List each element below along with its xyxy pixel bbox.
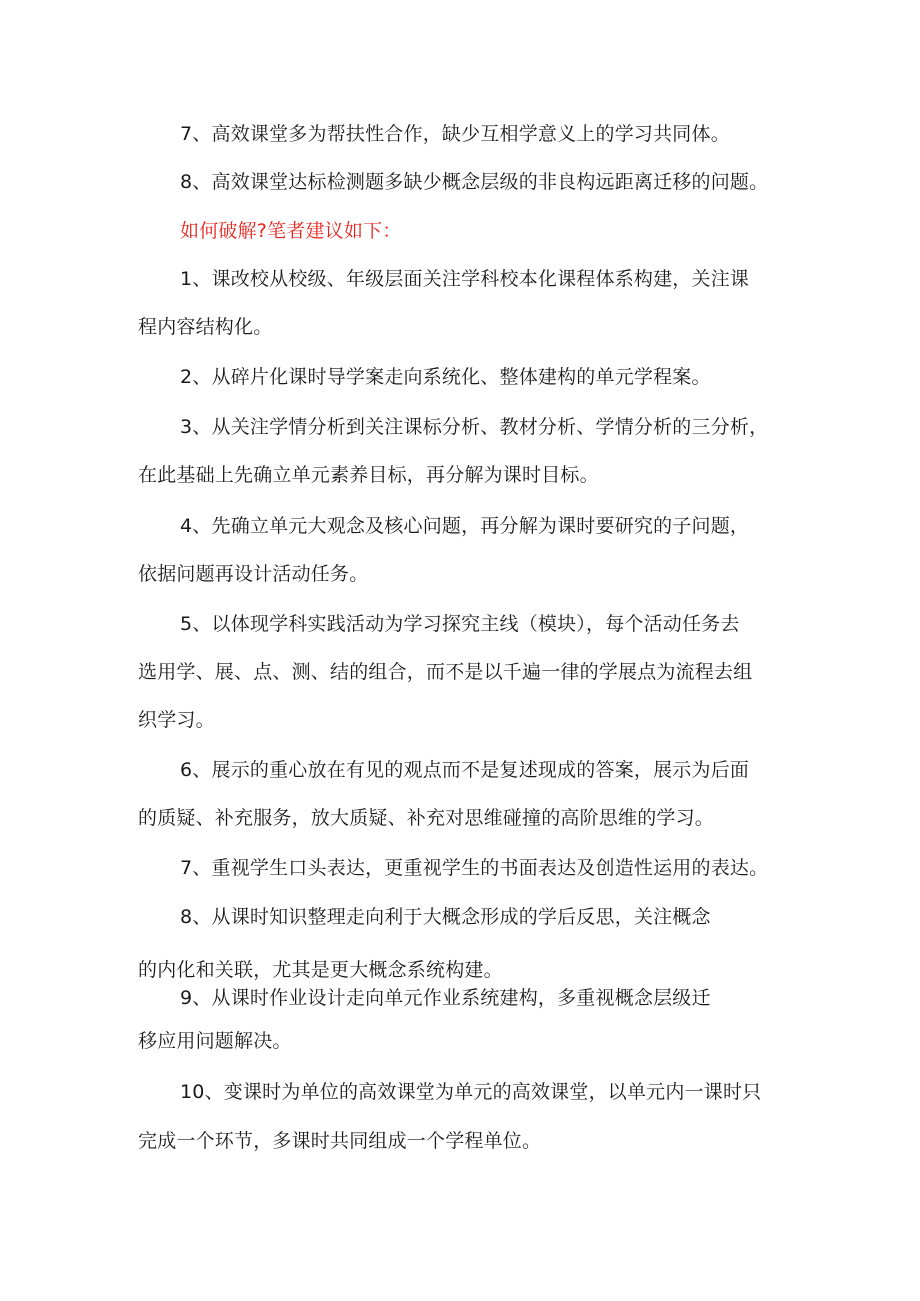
suggestion-10-cont: 完成一个环节，多课时共同组成一个学程单位。 (138, 1130, 542, 1152)
suggestion-5-cont-2: 织学习。 (138, 709, 215, 731)
issue-7: 7、高效课堂多为帮扶性合作，缺少互相学意义上的学习共同体。 (180, 123, 730, 145)
suggestion-2: 2、从碎片化课时导学案走向系统化、整体建构的单元学程案。 (180, 366, 711, 388)
suggestion-1: 1、课改校从校级、年级层面关注学科校本化课程体系构建，关注课 (180, 268, 750, 290)
suggestion-7: 7、重视学生口头表达，更重视学生的书面表达及创造性运用的表达。 (180, 857, 769, 879)
suggestion-9: 9、从课时作业设计走向单元作业系统建构，多重视概念层级迁 (180, 987, 711, 1009)
suggestion-3: 3、从关注学情分析到关注课标分析、教材分析、学情分析的三分析， (180, 416, 769, 438)
suggestion-5: 5、以体现学科实践活动为学习探究主线（模块），每个活动任务去 (180, 613, 740, 635)
suggestion-10: 10、变课时为单位的高效课堂为单元的高效课堂，以单元内一课时只 (180, 1081, 762, 1103)
suggestion-8-cont: 的内化和关联，尤其是更大概念系统构建。 (138, 959, 503, 981)
suggestion-4: 4、先确立单元大观念及核心问题，再分解为课时要研究的子问题， (180, 515, 750, 537)
suggestion-3-cont: 在此基础上先确立单元素养目标，再分解为课时目标。 (138, 464, 599, 486)
suggestion-5-cont-1: 选用学、展、点、测、结的组合，而不是以千遍一律的学展点为流程去组 (138, 661, 753, 683)
suggestion-4-cont: 依据问题再设计活动任务。 (138, 563, 369, 585)
issue-8: 8、高效课堂达标检测题多缺少概念层级的非良构远距离迁移的问题。 (180, 171, 769, 193)
suggestion-9-cont: 移应用问题解决。 (138, 1030, 292, 1052)
section-heading: 如何破解?笔者建议如下： (180, 220, 402, 242)
suggestion-6-cont: 的质疑、补充服务，放大质疑、补充对思维碰撞的高阶思维的学习。 (138, 807, 715, 829)
suggestion-1-cont: 程内容结构化。 (138, 316, 273, 338)
suggestion-8: 8、从课时知识整理走向利于大概念形成的学后反思，关注概念 (180, 906, 711, 928)
suggestion-6: 6、展示的重心放在有见的观点而不是复述现成的答案，展示为后面 (180, 759, 750, 781)
